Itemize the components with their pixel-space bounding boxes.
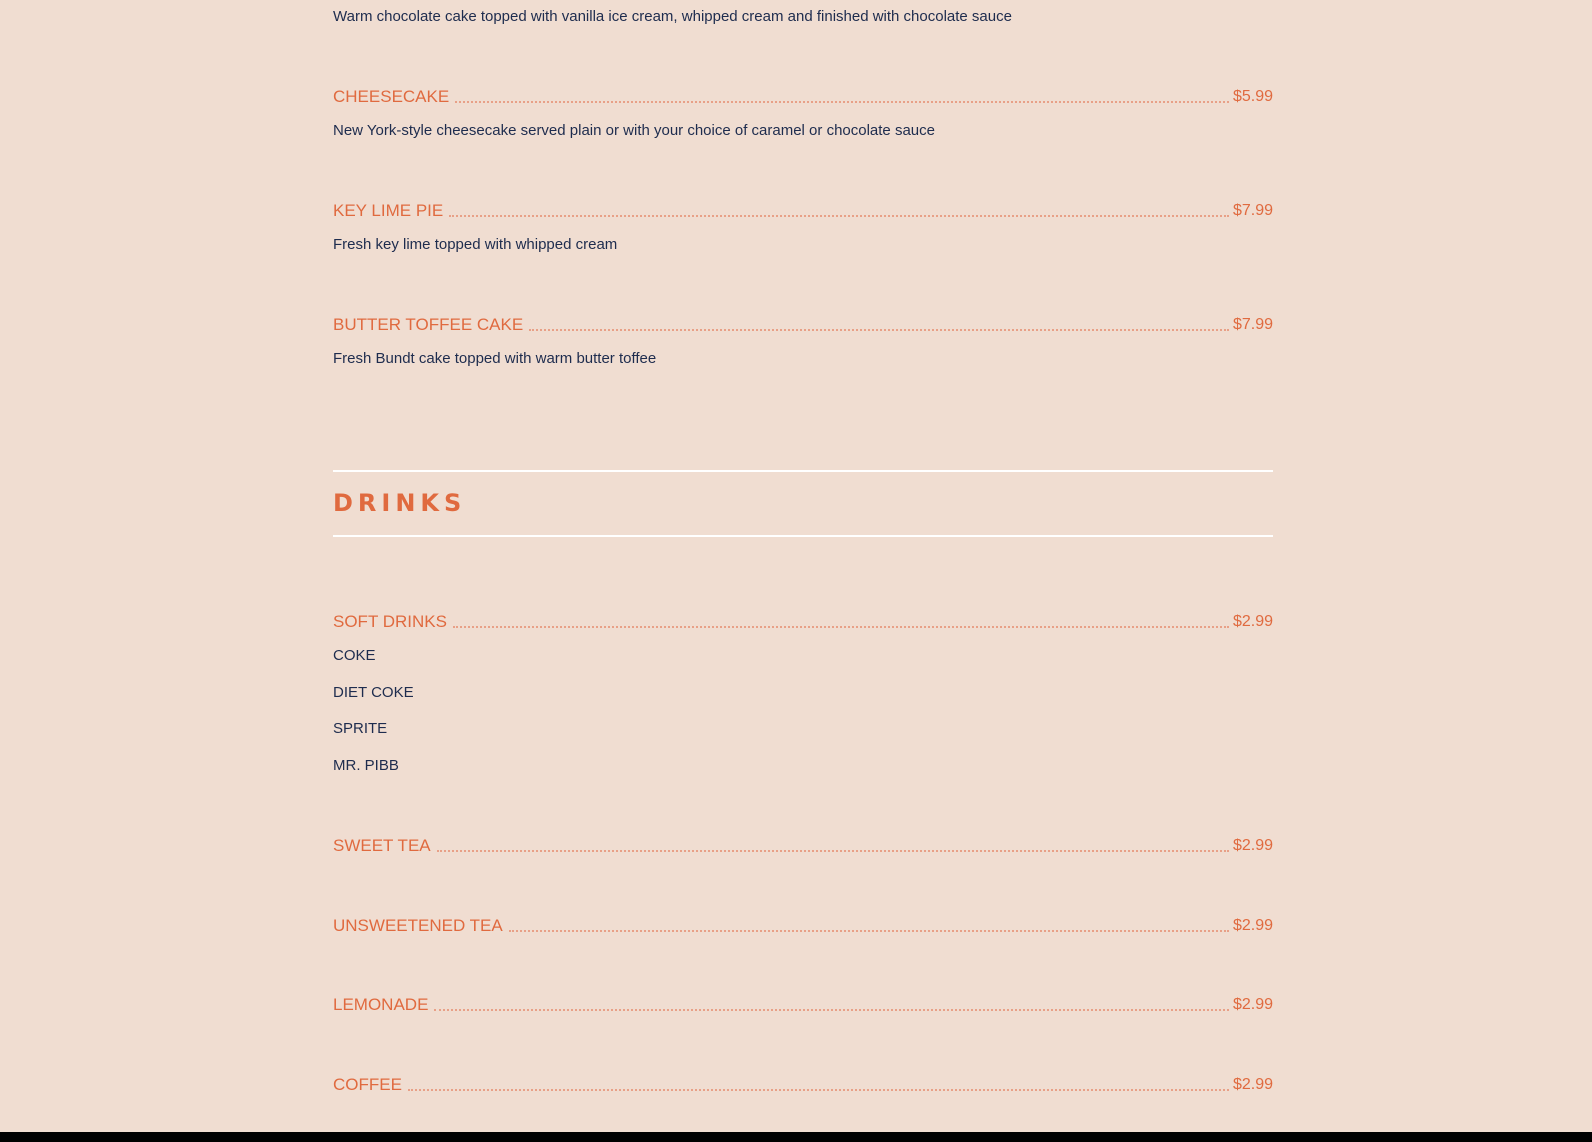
bottom-bar [0,1132,1592,1142]
item-description: Fresh key lime topped with whipped cream [333,236,618,253]
item-name: KEY LIME PIE [333,201,444,220]
item-description: Fresh Bundt cake topped with warm butter toffee [333,350,657,367]
item-name: SWEET TEA [333,836,431,855]
item-description: New York-style cheesecake served plain or with your choice of caramel or chocolate sauce [333,122,935,139]
item-price: $2.99 [1232,613,1273,630]
section-divider-top [333,470,1273,472]
item-name: SOFT DRINKS [333,612,447,631]
menu-item-coffee [333,1071,1273,1095]
dotted-leader [449,215,1229,217]
menu-item-cheesecake [333,83,1273,107]
drink-option: SPRITE [333,720,388,737]
item-price: $5.99 [1232,88,1273,105]
menu-item-key-lime-pie [333,197,1273,221]
menu-item-soft-drinks [333,608,1273,632]
drink-option: COKE [333,647,376,664]
section-title-drinks: DRINKS [333,489,467,517]
menu-item-unsweetened-tea [333,912,1273,936]
item-price: $2.99 [1232,1076,1273,1093]
dotted-leader [455,101,1229,103]
item-name: CHEESECAKE [333,87,450,106]
menu-item-sweet-tea [333,832,1273,856]
menu-item-butter-toffee-cake [333,311,1273,335]
item-price: $7.99 [1232,202,1273,219]
menu-item-lemonade [333,991,1273,1015]
section-divider-bottom [333,535,1273,537]
item-name: LEMONADE [333,995,429,1014]
item-description: Warm chocolate cake topped with vanilla ice cream, whipped cream and finished with chocolate sauce [333,8,1012,25]
dotted-leader [434,1009,1229,1011]
item-name: COFFEE [333,1075,402,1094]
drink-option: DIET COKE [333,684,414,701]
dotted-leader [408,1089,1229,1091]
item-price: $2.99 [1232,837,1273,854]
item-price: $2.99 [1232,917,1273,934]
dotted-leader [453,626,1229,628]
item-price: $2.99 [1232,996,1273,1013]
drink-option: MR. PIBB [333,757,399,774]
dotted-leader [529,329,1229,331]
dotted-leader [437,850,1229,852]
item-name: BUTTER TOFFEE CAKE [333,315,524,334]
item-price: $7.99 [1232,316,1273,333]
dotted-leader [509,930,1229,932]
item-name: UNSWEETENED TEA [333,916,503,935]
